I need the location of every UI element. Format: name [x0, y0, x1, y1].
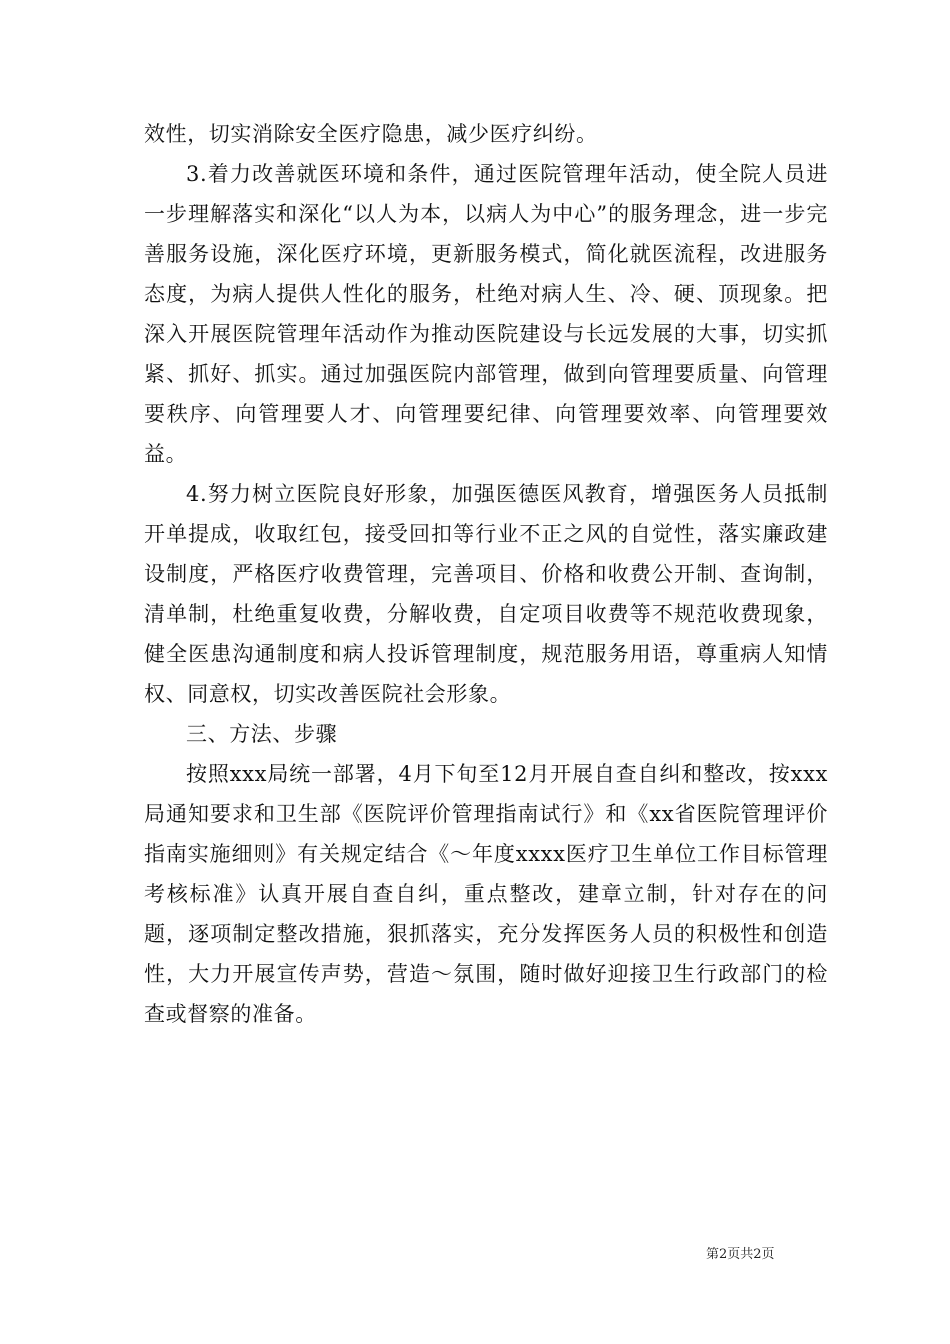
paragraph-continuation: 效性，切实消除安全医疗隐患，减少医疗纠纷。: [144, 122, 598, 146]
paragraph-item-3: 3.着力改善就医环境和条件，通过医院管理年活动，使全院人员进一步理解落实和深化“以人为本，以病人为中心”的服务理念，进一步完善服务设施，深化医疗环境，更新服务模式，简化就医流程，改进服务态度，为病人提供人性化的服务，杜绝对病人生、冷、硬、顶现象。把深入开展医院管理年活动作为推动医院建设与长远发展的大事，切实抓紧、抓好、抓实。通过加强医院内部管理，做到向管理要质量、向管理要秩序、向管理要人才、向管理要纪律、向管理要效率、向管理要效益。: [144, 162, 828, 466]
section-heading: 三、方法、步骤: [186, 722, 338, 746]
paragraph-item-4: 4.努力树立医院良好形象，加强医德医风教育，增强医务人员抵制开单提成，收取红包，接受回扣等行业不正之风的自觉性，落实廉政建设制度，严格医疗收费管理，完善项目、价格和收费公开制、查询制，清单制，杜绝重复收费，分解收费，自定项目收费等不规范收费现象，健全医患沟通制度和病人投诉管理制度，规范服务用语，尊重病人知情权、同意权，切实改善医院社会形象。: [144, 482, 828, 706]
section-paragraph: 按照xxx局统一部署，4月下旬至12月开展自查自纠和整改，按xxx局通知要求和卫生部《医院评价管理指南试行》和《xx省医院管理评价指南实施细则》有关规定结合《～年度xxxx医疗卫生单位工作目标管理考核标准》认真开展自查自纠，重点整改，建章立制，针对存在的问题，逐项制定整改措施，狠抓落实，充分发挥医务人员的积极性和创造性，大力开展宣传声势，营造～氛围，随时做好迎接卫生行政部门的检查或督察的准备。: [144, 762, 828, 1026]
page-number-footer: 第2页共2页: [706, 1247, 775, 1262]
document-body: [144, 114, 828, 1034]
